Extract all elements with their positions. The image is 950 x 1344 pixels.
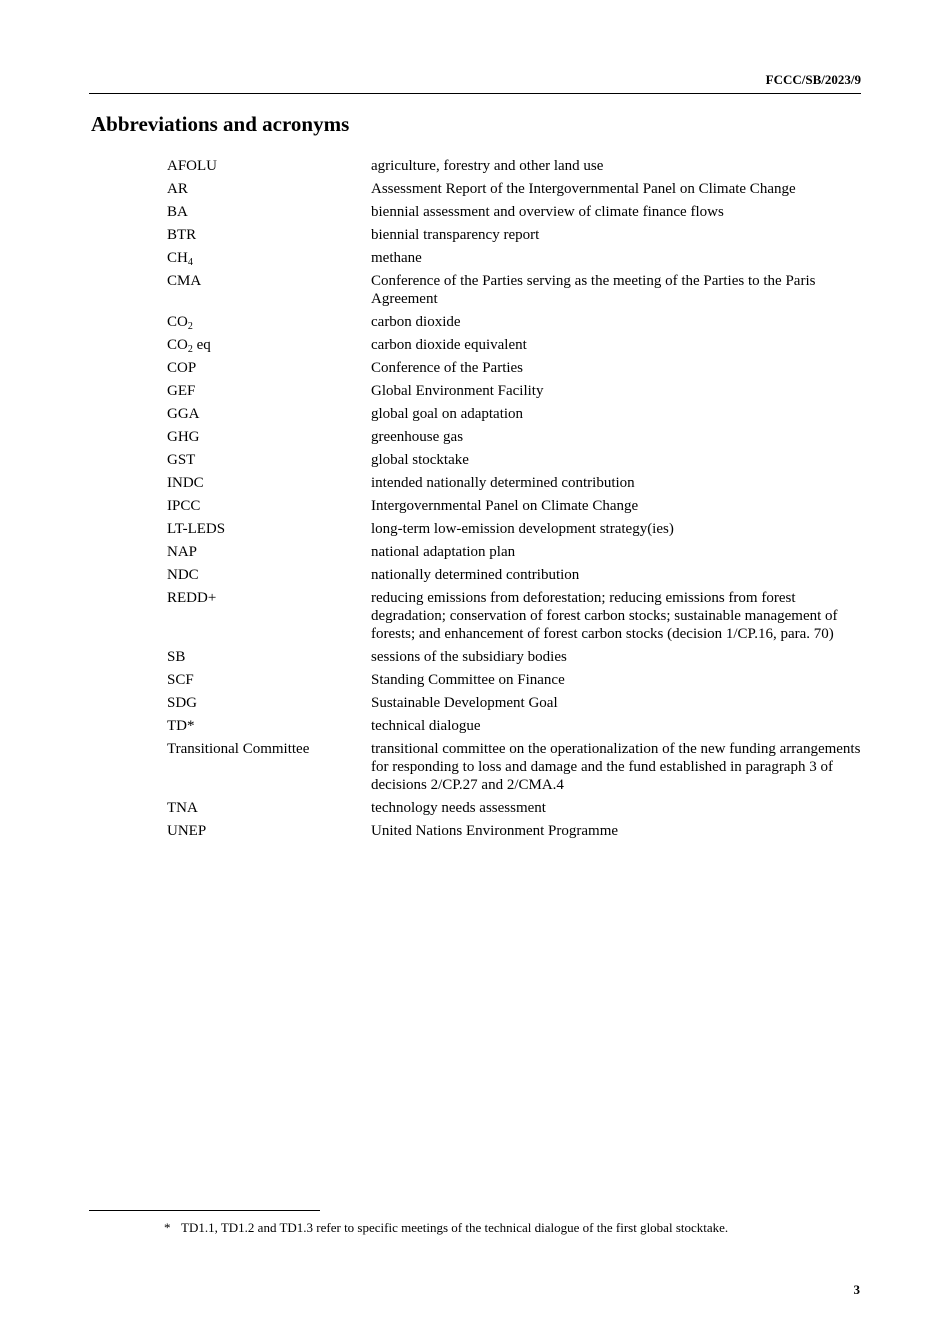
abbreviation-term xyxy=(167,180,371,198)
abbreviation-term xyxy=(167,336,371,354)
abbreviation-term-text: REDD+ xyxy=(167,590,217,606)
abbreviation-definition: Sustainable Development Goal xyxy=(371,695,558,711)
abbreviation-definition: methane xyxy=(371,250,422,266)
abbreviation-definition: Global Environment Facility xyxy=(371,383,544,399)
abbreviation-term-text: CO xyxy=(167,314,188,330)
abbreviation-term xyxy=(167,474,371,492)
abbreviation-row xyxy=(167,382,867,400)
section-title: Abbreviations and acronyms xyxy=(91,112,350,136)
abbreviation-term xyxy=(167,359,371,377)
abbreviation-term xyxy=(167,226,371,244)
abbreviation-definition: Intergovernmental Panel on Climate Change xyxy=(371,498,639,514)
abbreviation-definition: national adaptation plan xyxy=(371,544,516,560)
abbreviation-term-text: AFOLU xyxy=(167,158,218,174)
abbreviation-definition: technical dialogue xyxy=(371,718,481,734)
abbreviation-definition: global goal on adaptation xyxy=(371,406,524,422)
abbreviation-term xyxy=(167,520,371,538)
abbreviation-definition: carbon dioxide equivalent xyxy=(371,337,527,353)
abbreviation-term xyxy=(167,157,371,175)
header-divider xyxy=(89,93,861,94)
abbreviation-term-text: CH xyxy=(167,250,188,266)
abbreviation-term xyxy=(167,717,371,735)
abbreviation-definition: technology needs assessment xyxy=(371,800,546,816)
abbreviation-row xyxy=(167,520,867,538)
abbreviation-row xyxy=(167,799,867,817)
abbreviation-term-text: SCF xyxy=(167,672,194,688)
abbreviation-term xyxy=(167,822,371,840)
abbreviation-term xyxy=(167,497,371,515)
abbreviation-term-text: NAP xyxy=(167,544,198,560)
abbreviation-term-text: Transitional Committee xyxy=(167,741,310,757)
abbreviation-row xyxy=(167,474,867,492)
abbreviation-definition: intended nationally determined contribution xyxy=(371,475,635,491)
abbreviation-definition: global stocktake xyxy=(371,452,469,468)
abbreviation-term-suffix: eq xyxy=(192,337,211,353)
abbreviation-term-text: TD* xyxy=(167,718,195,734)
abbreviation-term xyxy=(167,382,371,400)
abbreviation-term-text: SB xyxy=(167,649,186,665)
abbreviation-term-subscript: 2 xyxy=(187,344,193,355)
abbreviation-term-text: GGA xyxy=(167,406,200,422)
abbreviation-term xyxy=(167,799,371,817)
abbreviation-definition: Standing Committee on Finance xyxy=(371,672,565,688)
abbreviation-row xyxy=(167,451,867,469)
abbreviation-row xyxy=(167,822,867,840)
abbreviation-row xyxy=(167,405,867,423)
abbreviation-term xyxy=(167,272,371,308)
abbreviation-row xyxy=(167,740,867,794)
abbreviation-term xyxy=(167,313,371,331)
abbreviation-definition: long-term low-emission development strategy(ies) xyxy=(371,521,674,537)
abbreviation-row xyxy=(167,249,867,267)
abbreviation-definition: nationally determined contribution xyxy=(371,567,580,583)
abbreviation-term-text: COP xyxy=(167,360,197,376)
abbreviation-term-text: LT-LEDS xyxy=(167,521,226,537)
abbreviation-term-text: GST xyxy=(167,452,196,468)
abbreviation-definition: United Nations Environment Programme xyxy=(371,823,619,839)
abbreviation-term-text: CO xyxy=(167,337,188,353)
abbreviation-term-text: GHG xyxy=(167,429,200,445)
abbreviation-term xyxy=(167,648,371,666)
abbreviation-term-text: TNA xyxy=(167,800,198,816)
abbreviation-term xyxy=(167,566,371,584)
abbreviation-term xyxy=(167,589,371,643)
abbreviation-term xyxy=(167,671,371,689)
abbreviation-term-text: BA xyxy=(167,204,188,220)
abbreviation-term-text: INDC xyxy=(167,475,204,491)
abbreviation-definition: reducing emissions from deforestation; reducing emissions from forest degradation; conservation of forest carbon stocks; sustainable management of forests; and enhancement of forest carbon stocks (decision 1/CP.16, para. 70) xyxy=(371,590,838,642)
footnote-text: TD1.1, TD1.2 and TD1.3 refer to specific meetings of the technical dialogue of the first global stocktake. xyxy=(181,1220,729,1235)
abbreviation-term xyxy=(167,451,371,469)
footnote xyxy=(164,1219,734,1237)
abbreviation-row xyxy=(167,497,867,515)
abbreviation-term xyxy=(167,203,371,221)
abbreviation-term xyxy=(167,543,371,561)
abbreviation-row xyxy=(167,543,867,561)
page-number: 3 xyxy=(853,1282,860,1297)
abbreviation-term xyxy=(167,740,371,794)
abbreviation-row xyxy=(167,566,867,584)
abbreviation-definition: agriculture, forestry and other land use xyxy=(371,158,604,174)
abbreviation-row xyxy=(167,203,867,221)
abbreviation-row xyxy=(167,157,867,175)
abbreviation-row xyxy=(167,671,867,689)
abbreviation-row xyxy=(167,648,867,666)
footnote-divider xyxy=(89,1210,320,1211)
abbreviation-term-text: SDG xyxy=(167,695,198,711)
abbreviation-term-text: BTR xyxy=(167,227,197,243)
abbreviation-term xyxy=(167,405,371,423)
abbreviation-term-text: CMA xyxy=(167,273,202,289)
abbreviation-definition: biennial transparency report xyxy=(371,227,540,243)
abbreviation-term xyxy=(167,249,371,267)
abbreviation-row xyxy=(167,180,867,198)
abbreviation-row xyxy=(167,694,867,712)
abbreviation-definition: transitional committee on the operationalization of the new funding arrangements for responding to loss and damage and the fund established in paragraph 3 of decisions 2/CP.27 and 2/CMA.4 xyxy=(371,741,861,793)
abbreviation-term-text: GEF xyxy=(167,383,196,399)
abbreviation-definition: biennial assessment and overview of climate finance flows xyxy=(371,204,724,220)
abbreviation-row xyxy=(167,272,867,308)
abbreviation-row xyxy=(167,359,867,377)
abbreviation-definition: Conference of the Parties xyxy=(371,360,524,376)
document-code: FCCC/SB/2023/9 xyxy=(765,72,861,87)
abbreviation-term-subscript: 2 xyxy=(187,321,193,332)
abbreviation-row xyxy=(167,589,867,643)
abbreviation-term xyxy=(167,428,371,446)
abbreviation-row xyxy=(167,717,867,735)
abbreviation-term-subscript: 4 xyxy=(187,257,193,268)
abbreviation-row xyxy=(167,226,867,244)
abbreviations-table xyxy=(167,157,867,845)
abbreviation-definition: Assessment Report of the Intergovernmental Panel on Climate Change xyxy=(371,181,796,197)
abbreviation-definition: sessions of the subsidiary bodies xyxy=(371,649,567,665)
abbreviation-row xyxy=(167,336,867,354)
abbreviation-row xyxy=(167,313,867,331)
abbreviation-term-text: IPCC xyxy=(167,498,201,514)
abbreviation-term-text: NDC xyxy=(167,567,199,583)
footnote-mark: * xyxy=(164,1220,171,1235)
abbreviation-row xyxy=(167,428,867,446)
abbreviation-term xyxy=(167,694,371,712)
abbreviation-definition: Conference of the Parties serving as the meeting of the Parties to the Paris Agreement xyxy=(371,273,816,307)
abbreviation-definition: greenhouse gas xyxy=(371,429,464,445)
abbreviation-term-text: UNEP xyxy=(167,823,207,839)
abbreviation-definition: carbon dioxide xyxy=(371,314,461,330)
abbreviation-term-text: AR xyxy=(167,181,188,197)
